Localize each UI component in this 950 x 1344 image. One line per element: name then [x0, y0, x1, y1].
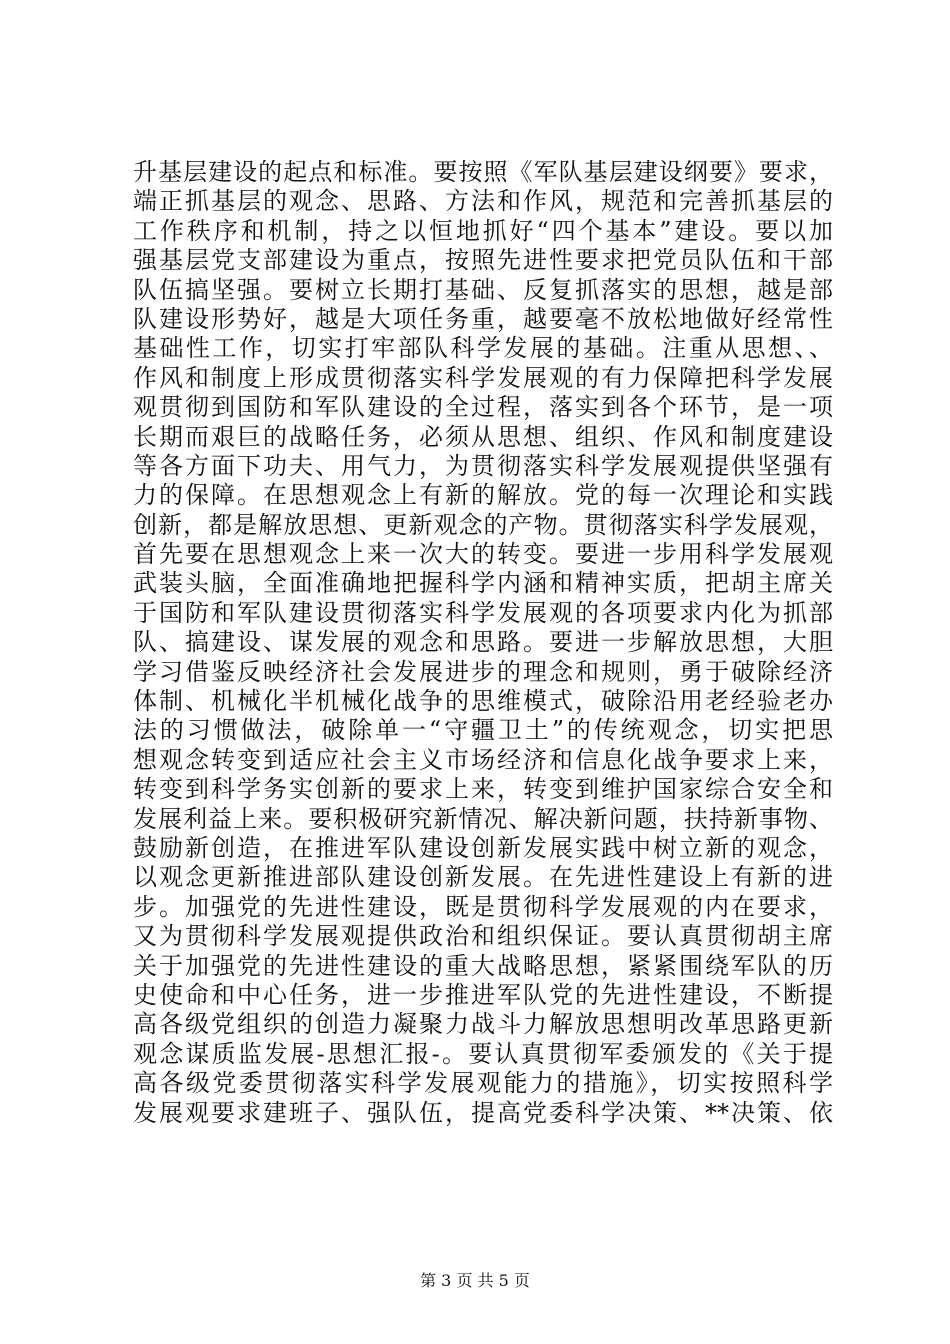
text-line: 又为贯彻科学发展观提供政治和组织保证。要认真贯彻胡主席 — [133, 922, 833, 951]
text-line: 队伍搞坚强。要树立长期打基础、反复抓落实的思想，越是部 — [133, 275, 833, 304]
text-line: 创新，都是解放思想、更新观念的产物。贯彻落实科学发展观， — [133, 510, 833, 539]
text-line: 武装头脑，全面准确地把握科学内涵和精神实质，把胡主席关 — [133, 569, 833, 598]
text-line: 体制、机械化半机械化战争的思维模式，破除沿用老经验老办 — [133, 687, 833, 716]
text-line: 步。加强党的先进性建设，既是贯彻科学发展观的内在要求， — [133, 892, 833, 921]
text-line: 升基层建设的起点和标准。要按照《军队基层建设纲要》要求， — [133, 158, 833, 186]
text-line: 史使命和中心任务，进一步推进军队党的先进性建设，不断提 — [133, 980, 833, 1009]
body-paragraph — [133, 158, 833, 1128]
text-line: 等各方面下功夫、用气力，为贯彻落实科学发展观提供坚强有 — [133, 451, 833, 480]
text-line: 于国防和军队建设贯彻落实科学发展观的各项要求内化为抓部 — [133, 598, 833, 627]
text-line: 发展利益上来。要积极研究新情况、解决新问题，扶持新事物、 — [133, 804, 833, 833]
text-line: 观贯彻到国防和军队建设的全过程，落实到各个环节，是一项 — [133, 393, 833, 422]
text-line: 端正抓基层的观念、思路、方法和作风，规范和完善抓基层的 — [133, 187, 833, 216]
text-line: 法的习惯做法，破除单一“守疆卫土”的传统观念，切实把思 — [133, 716, 833, 745]
text-line: 学习借鉴反映经济社会发展进步的理念和规则，勇于破除经济 — [133, 657, 833, 686]
text-line: 首先要在思想观念上来一次大的转变。要进一步用科学发展观 — [133, 540, 833, 569]
text-line: 观念谋质监发展-思想汇报-。要认真贯彻军委颁发的《关于提 — [133, 1039, 833, 1068]
text-line: 作风和制度上形成贯彻落实科学发展观的有力保障把科学发展 — [133, 363, 833, 392]
text-line: 高各级党委贯彻落实科学发展观能力的措施》，切实按照科学 — [133, 1069, 833, 1098]
text-line: 鼓励新创造，在推进军队建设创新发展实践中树立新的观念， — [133, 833, 833, 862]
text-line: 想观念转变到适应社会主义市场经济和信息化战争要求上来， — [133, 745, 833, 774]
text-line: 强基层党支部建设为重点，按照先进性要求把党员队伍和干部 — [133, 246, 833, 275]
text-line: 基础性工作，切实打牢部队科学发展的基础。注重从思想、、 — [133, 334, 833, 363]
text-line: 队建设形势好，越是大项任务重，越要毫不放松地做好经常性 — [133, 304, 833, 333]
text-line: 高各级党组织的创造力凝聚力战斗力解放思想明改革思路更新 — [133, 1010, 833, 1039]
text-line: 队、搞建设、谋发展的观念和思路。要进一步解放思想，大胆 — [133, 628, 833, 657]
page-number-footer: 第 3 页 共 5 页 — [420, 1271, 530, 1290]
text-line: 长期而艰巨的战略任务，必须从思想、组织、作风和制度建设 — [133, 422, 833, 451]
text-line: 发展观要求建班子、强队伍，提高党委科学决策、**决策、依 — [133, 1098, 833, 1127]
text-line: 以观念更新推进部队建设创新发展。在先进性建设上有新的进 — [133, 863, 833, 892]
text-line: 转变到科学务实创新的要求上来，转变到维护国家综合安全和 — [133, 775, 833, 804]
text-line: 工作秩序和机制，持之以恒地抓好“四个基本”建设。要以加 — [133, 216, 833, 245]
text-line: 关于加强党的先进性建设的重大战略思想，紧紧围绕军队的历 — [133, 951, 833, 980]
text-line: 力的保障。在思想观念上有新的解放。党的每一次理论和实践 — [133, 481, 833, 510]
